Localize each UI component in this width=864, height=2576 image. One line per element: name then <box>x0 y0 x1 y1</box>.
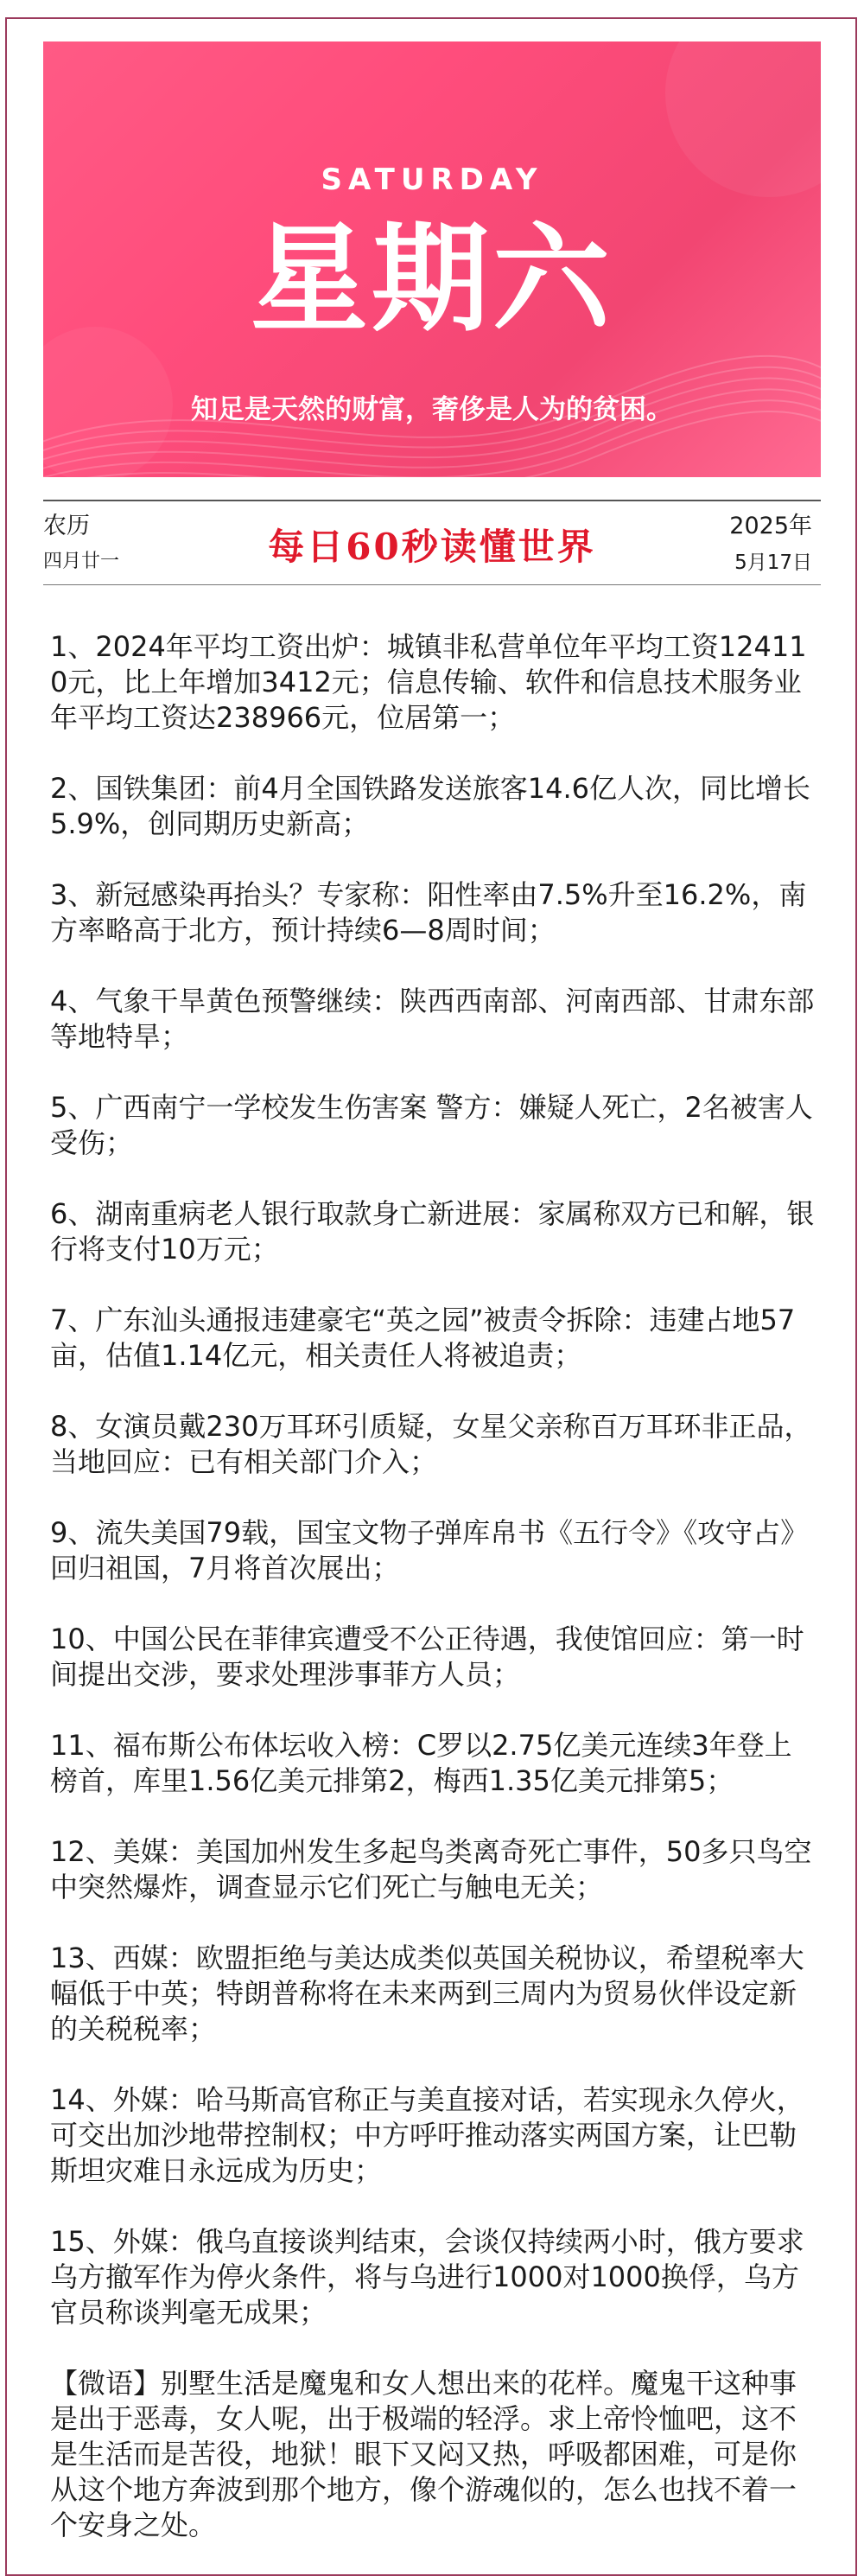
header-divider-top <box>43 500 821 501</box>
news-item-9: 9、流失美国79载，国宝文物子弹库帛书《五行令》《攻守占》回归祖国，7月将首次展出； <box>50 1516 809 1584</box>
news-item-13: 13、西媒：欧盟拒绝与美达成类似英国关税协议，希望税率大幅低于中英；特朗普称将在未来两到三周内为贸易伙伴设定新的关税税率； <box>50 1942 804 2045</box>
news-item-8: 8、女演员戴230万耳环引质疑，女星父亲称百万耳环非正品，当地回应：已有相关部门介入； <box>50 1410 812 1478</box>
day-banner <box>43 41 821 477</box>
news-item-2: 2、国铁集团：前4月全国铁路发送旅客14.6亿人次，同比增长 5.9%，创同期历史新高； <box>50 772 810 840</box>
news-item-3: 3、新冠感染再抬头？专家称：阳性率由7.5%升至16.2%，南方率略高于北方，预计持续6—8周时间； <box>50 878 807 947</box>
lunar-label: 农历 <box>43 513 90 539</box>
news-item-12: 12、美媒：美国加州发生多起鸟类离奇死亡事件，50多只鸟空中突然爆炸，调查显示它们死亡与触电无关； <box>50 1835 812 1903</box>
daily-quote: 【微语】别墅生活是魔鬼和女人想出来的花样。魔鬼干这种事是出于恶毒，女人呢，出于极端的轻浮。求上帝怜恤吧，这不是生活而是苦役，地狱！眼下又闷又热，呼吸都困难，可是你从这个地方奔波到那个地方，像个游魂似的，怎么也找不着一个安身之处。 <box>50 2367 797 2541</box>
news-item-4: 4、气象干旱黄色预警继续：陕西西南部、河南西部、甘肃东部等地特旱； <box>50 985 815 1053</box>
news-item-7: 7、广东汕头通报违建豪宅“英之园”被责令拆除：违建占地57亩，估值1.14亿元，相关责任人将被追责； <box>50 1304 796 1372</box>
news-item-5: 5、广西南宁一学校发生伤害案 警方：嫌疑人死亡，2名被害人受伤； <box>50 1091 813 1159</box>
news-list <box>50 629 819 2543</box>
header-divider-bottom <box>43 584 821 585</box>
day-english: SATURDAY <box>321 163 543 197</box>
news-item-1: 1、2024年平均工资出炉：城镇非私营单位年平均工资124110元，比上年增加3412元；信息传输、软件和信息技术服务业年平均工资达238966元，位居第一； <box>50 630 807 734</box>
news-item-14: 14、外媒：哈马斯高官称正与美直接对话，若实现永久停火，可交出加沙地带控制权；中方呼吁推动落实两国方案，让巴勒斯坦灾难日永远成为历史； <box>50 2083 804 2187</box>
page-title: 每日60秒读懂世界 <box>268 526 596 568</box>
day-chinese: 星期六 <box>251 210 613 348</box>
news-item-11: 11、福布斯公布体坛收入榜：C罗以2.75亿美元连续3年登上榜首，库里1.56亿美元排第2，梅西1.35亿美元排第5； <box>50 1729 792 1797</box>
lunar-date: 四月廿一 <box>43 551 120 572</box>
news-item-10: 10、中国公民在菲律宾遭受不公正待遇，我使馆回应：第一时间提出交涉，要求处理涉事菲方人员； <box>50 1623 804 1691</box>
news-item-15: 15、外媒：俄乌直接谈判结束，会谈仅持续两小时，俄方要求乌方撤军作为停火条件，将与乌进行1000对1000换俘，乌方官员称谈判毫无成果； <box>50 2225 804 2329</box>
month-day: 5月17日 <box>734 552 812 574</box>
motto: 知足是天然的财富，奢侈是人为的贫困。 <box>191 394 673 425</box>
year: 2025年 <box>729 513 812 539</box>
news-item-6: 6、湖南重病老人银行取款身亡新进展：家属称双方已和解，银行将支付10万元； <box>50 1197 815 1266</box>
